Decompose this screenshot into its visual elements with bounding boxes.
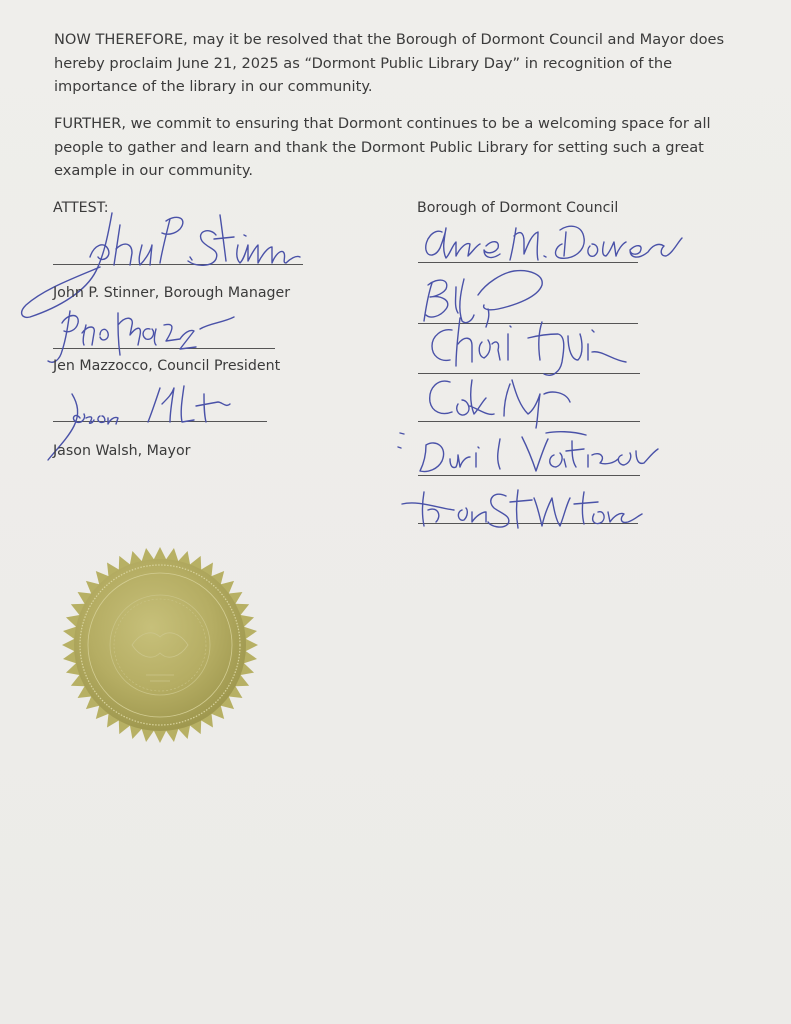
- council-member-signature-6: [398, 482, 648, 532]
- proclamation-paragraph: NOW THEREFORE, may it be resolved that the Borough of Dormont Council and Mayor does hereby proclaim June 21, 2025 as “Dormont Public Library Day” in recognition of the importance of the library in our community.: [54, 31, 725, 95]
- council-member-signature-4: [420, 370, 575, 430]
- president-name-label: Jen Mazzocco, Council President: [53, 358, 281, 374]
- attest-label: ATTEST:: [53, 200, 109, 216]
- council-member-signature-1: [420, 220, 685, 270]
- council-heading: Borough of Dormont Council: [417, 200, 619, 216]
- mayor-name-label: Jason Walsh, Mayor: [53, 443, 191, 459]
- council-member-signature-5: [396, 425, 666, 490]
- commitment-paragraph: FURTHER, we commit to ensuring that Dormont continues to be a welcoming space for all people to gather and learn and thank the Dormont Public Library for setting such a great example in our community.: [54, 115, 711, 179]
- gold-seal: [60, 545, 260, 745]
- manager-name-label: John P. Stinner, Borough Manager: [53, 285, 291, 301]
